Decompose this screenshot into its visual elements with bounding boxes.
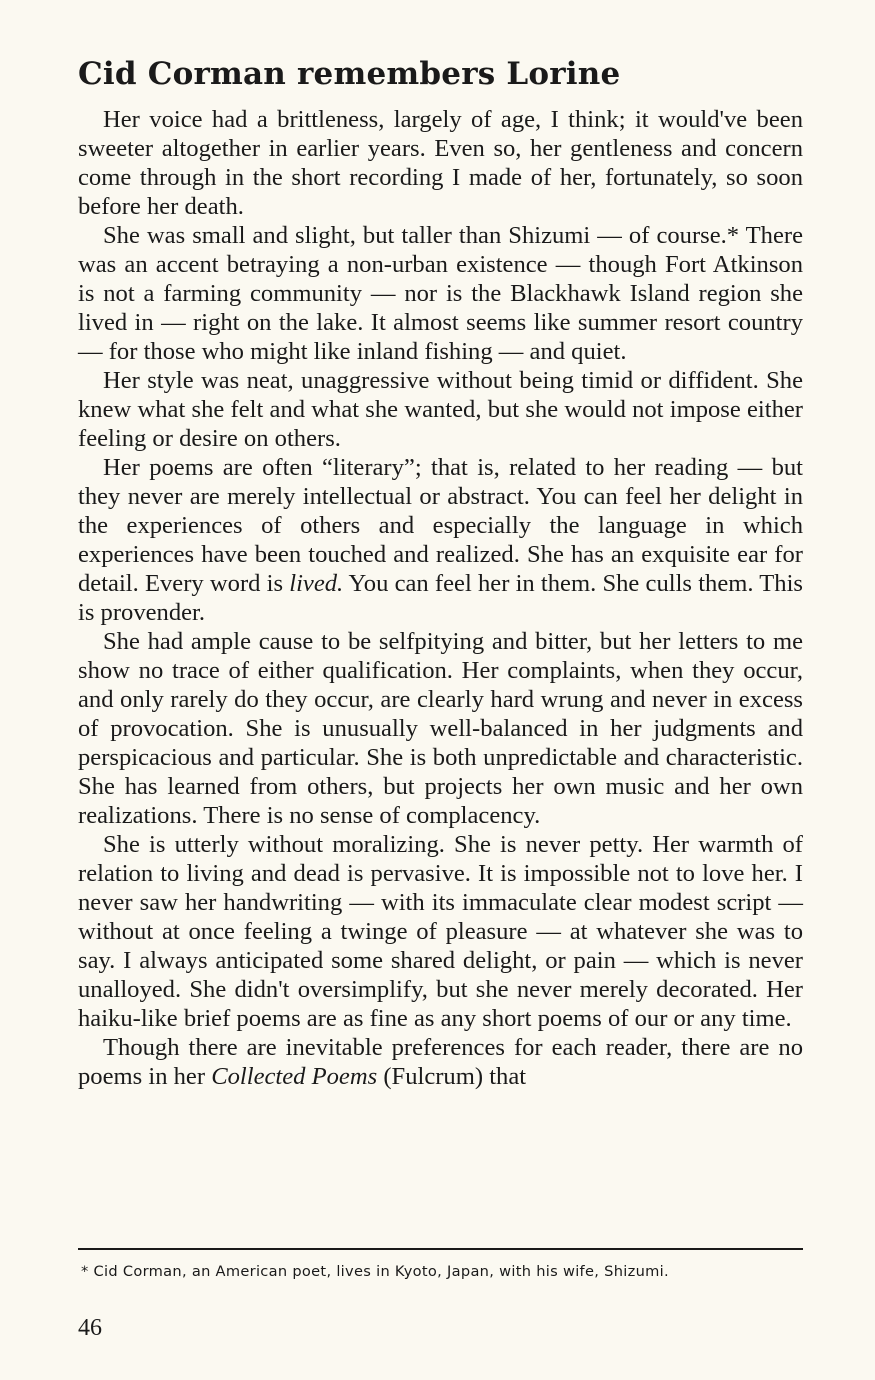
footnote: * Cid Corman, an American poet, lives in Kyoto, Japan, with his wife, Shizumi. [81, 1263, 669, 1280]
paragraph [78, 1033, 803, 1091]
paragraph [78, 830, 803, 1033]
paragraph [78, 453, 803, 627]
paragraph-text: Though there are inevitable preferences for each reader, there are no poems in her [78, 1034, 803, 1090]
paragraph [78, 105, 803, 221]
paragraph [78, 627, 803, 830]
paragraph-text: She is utterly without moralizing. She is never petty. Her warmth of relation to living and dead is pervasive. It is impossible not to love her. I never saw her handwriting — with its immaculate clear modest script — without at once feeling a twinge of pleasure — at whatever she was to say. I always anticipated some shared delight, or pain — which is never unalloyed. She didn't oversimplify, but she never merely decorated. Her haiku-like brief poems are as fine as any short poems of our or any time. [78, 831, 803, 1032]
article-title: Cid Corman remembers Lorine [78, 56, 621, 92]
paragraph-text: Her poems are often “literary”; that is, related to her reading — but they never are merely intellectual or abstract. You can feel her delight in the experiences of others and especially the language in which experiences have been touched and realized. She has an exquisite ear for detail. Every word is [78, 454, 803, 597]
paragraph-text: You can feel her in them. She culls them. This is provender. [78, 570, 804, 626]
book-title-emphasis: Collected Poems [211, 1063, 378, 1090]
footnote-divider [78, 1248, 803, 1250]
paragraph-text: She had ample cause to be selfpitying and bitter, but her letters to me show no trace of either qualification. Her complaints, when they occur, and only rarely do they occur, are clearly hard wrung and never in excess of provocation. She is unusually well-balanced in her judgments and perspicacious and particular. She is both unpredictable and characteristic. She has learned from others, but projects her own music and her own realizations. There is no sense of complacency. [78, 628, 803, 829]
paragraph [78, 366, 803, 453]
paragraph-text: Her style was neat, unaggressive without being timid or diffident. She knew what she felt and what she wanted, but she would not impose either feeling or desire on others. [78, 367, 803, 452]
page-number: 46 [78, 1315, 102, 1341]
emphasis-text: lived. [289, 570, 344, 597]
paragraph-text: She was small and slight, but taller than Shizumi — of course.* There was an accent betraying a non-urban existence — though Fort Atkinson is not a farming community — nor is the Blackhawk Island region she lived in — right on the lake. It almost seems like summer resort country — for those who might like inland fishing — and quiet. [78, 222, 803, 365]
article-body [78, 105, 803, 1091]
paragraph-text: Her voice had a brittleness, largely of age, I think; it would've been sweeter altogether in earlier years. Even so, her gentleness and concern come through in the short recording I made of her, fortunately, so soon before her death. [78, 106, 803, 220]
paragraph-text: (Fulcrum) that [377, 1063, 527, 1090]
paragraph [78, 221, 803, 366]
